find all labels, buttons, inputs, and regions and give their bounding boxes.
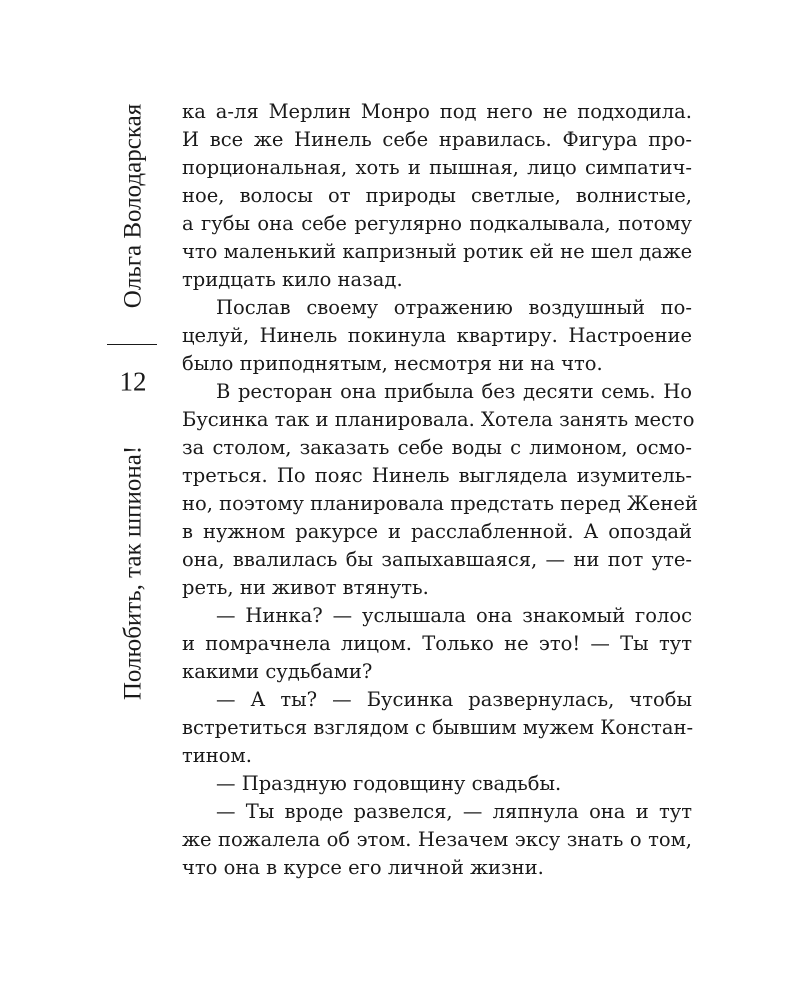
page-number: 12 <box>119 366 147 397</box>
text-line: она, ввалилась бы запыхавшаяся, — ни пот уте- <box>182 548 692 571</box>
text-line: ка а-ля Мерлин Монро под него не подходила. <box>182 100 692 123</box>
paragraph <box>182 798 692 882</box>
text-line: в нужном ракурсе и расслабленной. А опоздай <box>182 520 692 543</box>
text-line: же пожалела об этом. Незачем эксу знать о том, <box>182 828 692 851</box>
text-line: за столом, заказать себе воды с лимоном, осмо- <box>182 436 692 459</box>
text-line: — А ты? — Бусинка развернулась, чтобы <box>216 688 692 711</box>
running-head-rule <box>107 344 157 345</box>
running-head-author: Ольга Володарская <box>119 103 147 309</box>
text-line: что она в курсе его личной жизни. <box>182 856 544 879</box>
body-text <box>182 98 698 882</box>
text-line: Бусинка так и планировала. Хотела занять место <box>182 408 695 431</box>
paragraph <box>182 378 698 602</box>
paragraph <box>182 686 692 770</box>
text-line: какими судьбами? <box>182 660 373 683</box>
text-line: В ресторан она прибыла без десяти семь. Но <box>216 380 692 403</box>
text-line: что маленький капризный ротик ей не шел даже <box>182 240 693 263</box>
text-line: реть, ни живот втянуть. <box>182 576 429 599</box>
text-line: и помрачнела лицом. Только не это! — Ты тут <box>182 632 692 655</box>
text-line: — Нинка? — услышала она знакомый голос <box>216 604 692 627</box>
text-line: было приподнятым, несмотря ни на что. <box>182 352 603 375</box>
paragraph <box>182 770 692 798</box>
paragraph <box>182 602 692 686</box>
text-line: но, поэтому планировала предстать перед Женей <box>182 492 698 515</box>
text-line: встретиться взглядом с бывшим мужем Констан- <box>182 716 694 739</box>
text-line: тином. <box>182 744 252 767</box>
text-line: — Праздную годовщину свадьбы. <box>216 772 562 795</box>
text-line: порциональная, хоть и пышная, лицо симпатич- <box>182 156 692 179</box>
text-line: ное, волосы от природы светлые, волнистые, <box>182 184 692 207</box>
text-line: целуй, Нинель покинула квартиру. Настроение <box>182 324 692 347</box>
text-line: И все же Нинель себе нравилась. Фигура про- <box>182 128 692 151</box>
running-head-book-title: Полюбить, так шпиона! <box>119 445 147 701</box>
text-line: Послав своему отражению воздушный по- <box>216 296 692 319</box>
text-line: тридцать кило назад. <box>182 268 403 291</box>
paragraph <box>182 294 692 378</box>
text-line: — Ты вроде развелся, — ляпнула она и тут <box>216 800 692 823</box>
text-line: треться. По пояс Нинель выглядела изумитель- <box>182 464 692 487</box>
text-line: а губы она себе регулярно подкалывала, потому <box>182 212 692 235</box>
paragraph <box>182 98 692 294</box>
